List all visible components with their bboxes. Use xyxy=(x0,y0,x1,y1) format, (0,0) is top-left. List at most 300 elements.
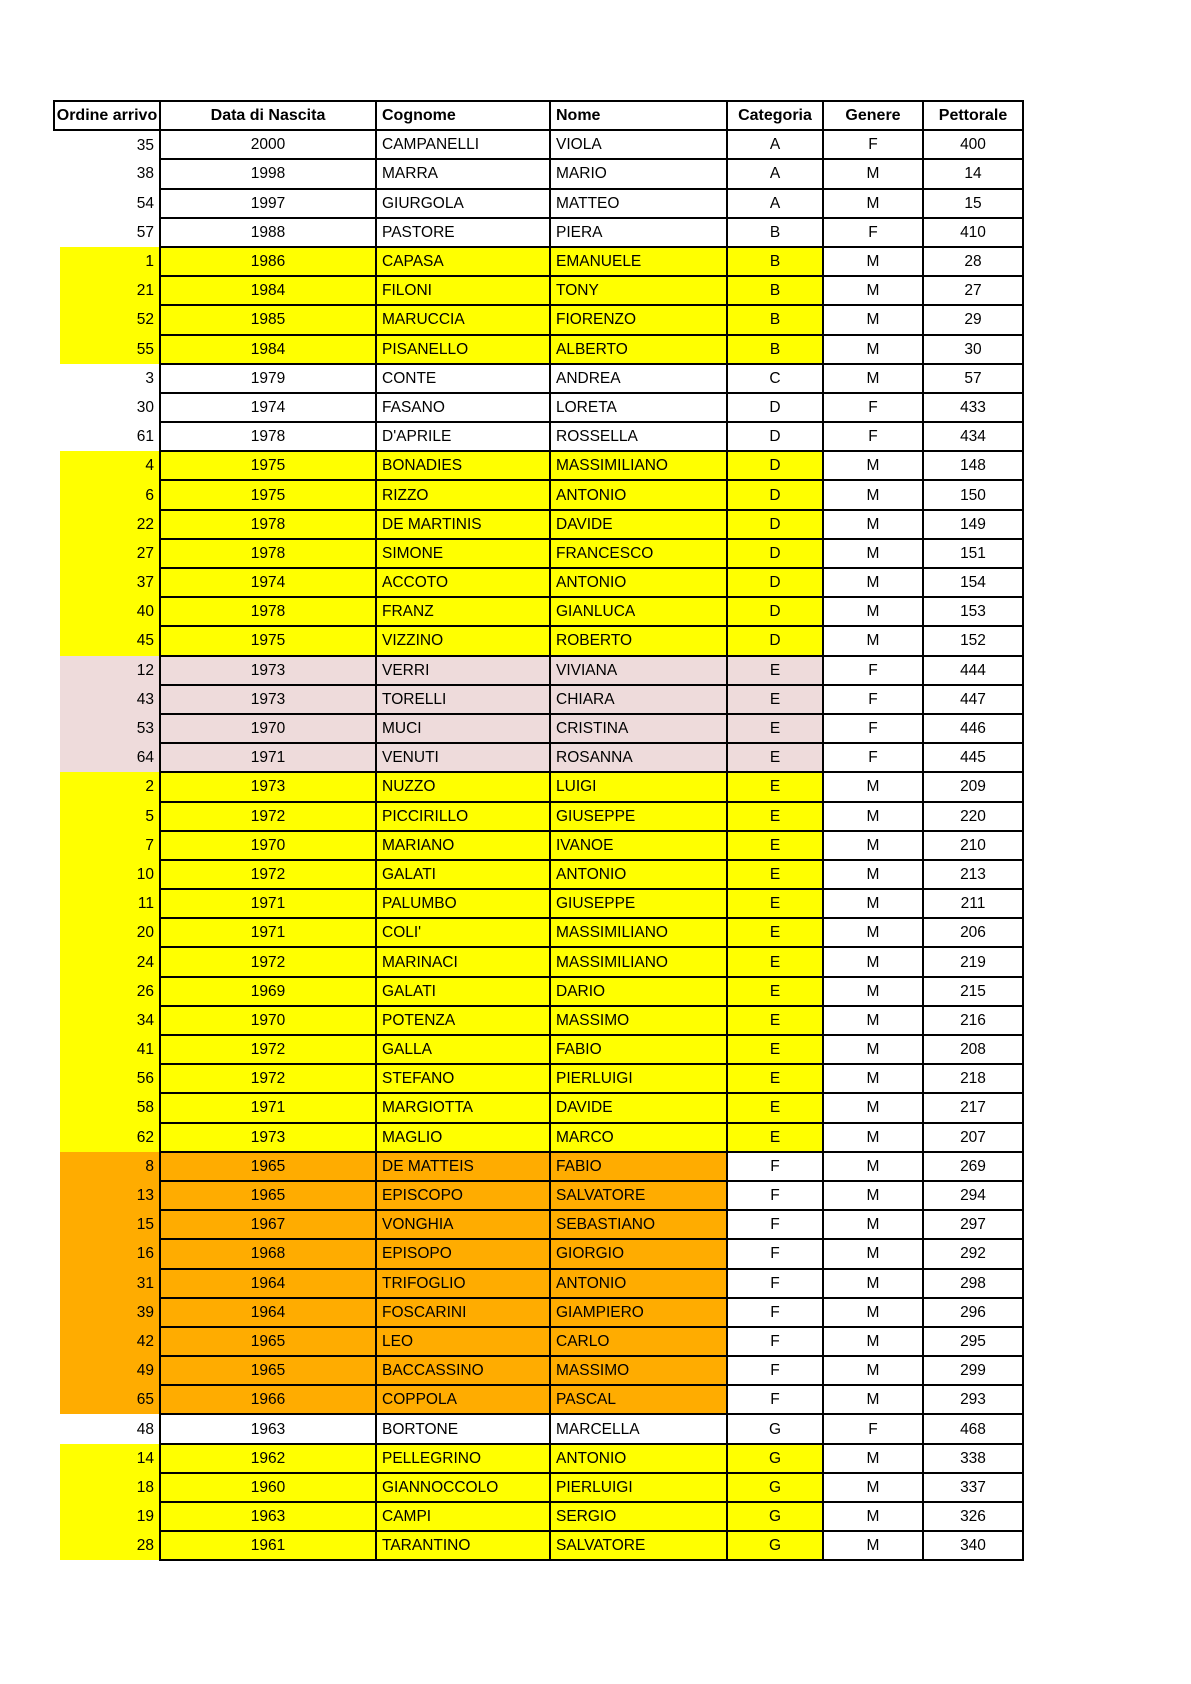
table-row xyxy=(54,1210,1023,1239)
cell-cognome: VONGHIA xyxy=(376,1210,550,1239)
cell-ordine-fill: 52 xyxy=(60,305,159,334)
cell-genere: M xyxy=(823,1006,923,1035)
cell-nascita: 1973 xyxy=(160,1123,376,1152)
cell-categoria: F xyxy=(727,1152,823,1181)
table-row xyxy=(54,743,1023,772)
cell-ordine-fill: 37 xyxy=(60,568,159,597)
cell-pettorale: 338 xyxy=(923,1444,1023,1473)
cell-nome: MATTEO xyxy=(550,189,727,218)
cell-pettorale: 148 xyxy=(923,451,1023,480)
table-row xyxy=(54,422,1023,451)
cell-ordine-fill: 10 xyxy=(60,860,159,889)
cell-genere: M xyxy=(823,1473,923,1502)
table-row xyxy=(54,860,1023,889)
cell-nascita: 1997 xyxy=(160,189,376,218)
cell-categoria: D xyxy=(727,480,823,509)
table-row xyxy=(54,1064,1023,1093)
cell-ordine-fill: 21 xyxy=(60,276,159,305)
table-row xyxy=(54,1006,1023,1035)
cell-cognome: COPPOLA xyxy=(376,1385,550,1414)
cell-ordine-fill: 11 xyxy=(60,889,159,918)
cell-pettorale: 445 xyxy=(923,743,1023,772)
table-row xyxy=(54,685,1023,714)
cell-categoria: G xyxy=(727,1531,823,1560)
cell-categoria: E xyxy=(727,831,823,860)
cell-ordine-fill: 3 xyxy=(145,369,154,387)
cell-ordine xyxy=(54,1181,160,1210)
cell-categoria: E xyxy=(727,1064,823,1093)
cell-cognome: MARIANO xyxy=(376,831,550,860)
table-row xyxy=(54,1093,1023,1122)
cell-pettorale: 151 xyxy=(923,539,1023,568)
cell-ordine xyxy=(54,947,160,976)
cell-ordine xyxy=(54,422,160,451)
cell-genere: M xyxy=(823,1210,923,1239)
cell-ordine-fill: 14 xyxy=(60,1444,159,1473)
cell-nome: GIUSEPPE xyxy=(550,802,727,831)
cell-pettorale: 217 xyxy=(923,1093,1023,1122)
cell-genere: F xyxy=(823,714,923,743)
cell-categoria: E xyxy=(727,714,823,743)
cell-nome: GIAMPIERO xyxy=(550,1298,727,1327)
table-row xyxy=(54,130,1023,159)
table-row xyxy=(54,1356,1023,1385)
cell-ordine-fill: 19 xyxy=(60,1502,159,1531)
cell-categoria: F xyxy=(727,1210,823,1239)
cell-categoria: G xyxy=(727,1414,823,1443)
cell-cognome: NUZZO xyxy=(376,772,550,801)
cell-pettorale: 446 xyxy=(923,714,1023,743)
cell-ordine xyxy=(54,1531,160,1560)
cell-pettorale: 154 xyxy=(923,568,1023,597)
cell-nome: SALVATORE xyxy=(550,1531,727,1560)
cell-categoria: D xyxy=(727,393,823,422)
col-header-nascita: Data di Nascita xyxy=(160,101,376,130)
cell-categoria: E xyxy=(727,1035,823,1064)
cell-nascita: 1978 xyxy=(160,539,376,568)
cell-nome: FABIO xyxy=(550,1152,727,1181)
cell-ordine-fill: 22 xyxy=(60,510,159,539)
cell-cognome: TRIFOGLIO xyxy=(376,1269,550,1298)
cell-cognome: PICCIRILLO xyxy=(376,802,550,831)
cell-nome: ANTONIO xyxy=(550,480,727,509)
cell-ordine xyxy=(54,1269,160,1298)
cell-categoria: F xyxy=(727,1239,823,1268)
cell-ordine xyxy=(54,130,160,159)
cell-categoria: A xyxy=(727,130,823,159)
cell-categoria: E xyxy=(727,947,823,976)
cell-ordine xyxy=(54,685,160,714)
cell-nascita: 1974 xyxy=(160,393,376,422)
cell-ordine-fill: 6 xyxy=(60,480,159,509)
cell-genere: M xyxy=(823,276,923,305)
cell-nome: SERGIO xyxy=(550,1502,727,1531)
cell-nome: FIORENZO xyxy=(550,305,727,334)
cell-nascita: 1960 xyxy=(160,1473,376,1502)
cell-nascita: 1963 xyxy=(160,1502,376,1531)
table-row xyxy=(54,831,1023,860)
cell-ordine-fill: 7 xyxy=(60,831,159,860)
table-row xyxy=(54,451,1023,480)
cell-pettorale: 27 xyxy=(923,276,1023,305)
cell-cognome: TORELLI xyxy=(376,685,550,714)
cell-ordine-fill: 57 xyxy=(136,223,154,241)
table-row xyxy=(54,1414,1023,1443)
cell-genere: M xyxy=(823,159,923,188)
cell-ordine-fill: 43 xyxy=(60,685,159,714)
cell-cognome: GALATI xyxy=(376,977,550,1006)
cell-ordine-fill: 45 xyxy=(60,626,159,655)
cell-nome: VIVIANA xyxy=(550,656,727,685)
cell-cognome: PISANELLO xyxy=(376,335,550,364)
cell-nascita: 1972 xyxy=(160,947,376,976)
cell-categoria: E xyxy=(727,889,823,918)
cell-ordine xyxy=(54,802,160,831)
cell-genere: M xyxy=(823,597,923,626)
cell-ordine-fill: 16 xyxy=(60,1239,159,1268)
cell-cognome: CAMPI xyxy=(376,1502,550,1531)
table-row xyxy=(54,1444,1023,1473)
cell-nascita: 1967 xyxy=(160,1210,376,1239)
cell-genere: M xyxy=(823,831,923,860)
table-row xyxy=(54,305,1023,334)
cell-pettorale: 433 xyxy=(923,393,1023,422)
table-row xyxy=(54,1327,1023,1356)
cell-categoria: E xyxy=(727,743,823,772)
cell-genere: M xyxy=(823,1269,923,1298)
cell-ordine xyxy=(54,364,160,393)
cell-pettorale: 326 xyxy=(923,1502,1023,1531)
cell-genere: M xyxy=(823,1298,923,1327)
race-results-sheet xyxy=(53,100,1024,1561)
cell-cognome: CAPASA xyxy=(376,247,550,276)
table-row xyxy=(54,276,1023,305)
cell-nome: PIERLUIGI xyxy=(550,1473,727,1502)
cell-nascita: 1968 xyxy=(160,1239,376,1268)
cell-genere: F xyxy=(823,422,923,451)
cell-ordine-fill: 18 xyxy=(60,1473,159,1502)
cell-nome: PASCAL xyxy=(550,1385,727,1414)
table-row xyxy=(54,159,1023,188)
cell-nascita: 1973 xyxy=(160,685,376,714)
cell-pettorale: 213 xyxy=(923,860,1023,889)
cell-categoria: D xyxy=(727,422,823,451)
cell-ordine xyxy=(54,247,160,276)
cell-pettorale: 14 xyxy=(923,159,1023,188)
cell-cognome: MARGIOTTA xyxy=(376,1093,550,1122)
cell-pettorale: 150 xyxy=(923,480,1023,509)
cell-pettorale: 400 xyxy=(923,130,1023,159)
cell-cognome: ACCOTO xyxy=(376,568,550,597)
table-row xyxy=(54,802,1023,831)
cell-pettorale: 149 xyxy=(923,510,1023,539)
cell-nome: VIOLA xyxy=(550,130,727,159)
cell-nascita: 1970 xyxy=(160,714,376,743)
cell-nascita: 1965 xyxy=(160,1181,376,1210)
table-row xyxy=(54,772,1023,801)
cell-nome: ANTONIO xyxy=(550,568,727,597)
cell-cognome: MARRA xyxy=(376,159,550,188)
cell-nome: GIORGIO xyxy=(550,1239,727,1268)
cell-nascita: 1984 xyxy=(160,335,376,364)
cell-nome: MASSIMILIANO xyxy=(550,918,727,947)
header-row xyxy=(54,101,1023,130)
cell-cognome: PASTORE xyxy=(376,218,550,247)
cell-categoria: C xyxy=(727,364,823,393)
cell-nascita: 1978 xyxy=(160,510,376,539)
cell-cognome: COLI' xyxy=(376,918,550,947)
cell-categoria: A xyxy=(727,159,823,188)
cell-cognome: CONTE xyxy=(376,364,550,393)
cell-nome: MASSIMO xyxy=(550,1356,727,1385)
cell-nascita: 1971 xyxy=(160,889,376,918)
cell-ordine-fill: 55 xyxy=(60,335,159,364)
table-row xyxy=(54,918,1023,947)
cell-ordine-fill: 41 xyxy=(60,1035,159,1064)
cell-categoria: D xyxy=(727,626,823,655)
cell-nome: MASSIMILIANO xyxy=(550,947,727,976)
cell-ordine-fill: 62 xyxy=(60,1123,159,1152)
cell-nascita: 1971 xyxy=(160,918,376,947)
cell-nascita: 1973 xyxy=(160,656,376,685)
cell-cognome: VENUTI xyxy=(376,743,550,772)
cell-cognome: SIMONE xyxy=(376,539,550,568)
cell-cognome: VERRI xyxy=(376,656,550,685)
cell-nascita: 1985 xyxy=(160,305,376,334)
cell-ordine xyxy=(54,189,160,218)
cell-genere: M xyxy=(823,305,923,334)
cell-cognome: FRANZ xyxy=(376,597,550,626)
cell-ordine-fill: 20 xyxy=(60,918,159,947)
table-body xyxy=(54,130,1023,1560)
cell-cognome: MAGLIO xyxy=(376,1123,550,1152)
cell-genere: M xyxy=(823,510,923,539)
cell-genere: M xyxy=(823,1502,923,1531)
table-row xyxy=(54,714,1023,743)
table-row xyxy=(54,1123,1023,1152)
col-header-nome: Nome xyxy=(550,101,727,130)
cell-nome: LORETA xyxy=(550,393,727,422)
table-row xyxy=(54,335,1023,364)
cell-cognome: GALATI xyxy=(376,860,550,889)
cell-ordine-fill: 28 xyxy=(60,1531,159,1560)
cell-nome: MARIO xyxy=(550,159,727,188)
cell-ordine xyxy=(54,1035,160,1064)
cell-cognome: STEFANO xyxy=(376,1064,550,1093)
cell-pettorale: 218 xyxy=(923,1064,1023,1093)
table-row xyxy=(54,1035,1023,1064)
cell-pettorale: 297 xyxy=(923,1210,1023,1239)
cell-ordine-fill: 58 xyxy=(60,1093,159,1122)
cell-cognome: PALUMBO xyxy=(376,889,550,918)
cell-nome: ANDREA xyxy=(550,364,727,393)
cell-ordine-fill: 42 xyxy=(60,1327,159,1356)
cell-nascita: 1963 xyxy=(160,1414,376,1443)
cell-categoria: F xyxy=(727,1298,823,1327)
cell-ordine xyxy=(54,335,160,364)
cell-categoria: D xyxy=(727,597,823,626)
cell-nome: ANTONIO xyxy=(550,1444,727,1473)
cell-ordine-fill: 1 xyxy=(60,247,159,276)
table-row xyxy=(54,1473,1023,1502)
cell-ordine xyxy=(54,510,160,539)
cell-nome: ROBERTO xyxy=(550,626,727,655)
cell-pettorale: 269 xyxy=(923,1152,1023,1181)
cell-ordine xyxy=(54,889,160,918)
cell-cognome: LEO xyxy=(376,1327,550,1356)
cell-pettorale: 292 xyxy=(923,1239,1023,1268)
cell-categoria: B xyxy=(727,305,823,334)
cell-genere: F xyxy=(823,393,923,422)
cell-ordine-fill: 15 xyxy=(60,1210,159,1239)
cell-cognome: GALLA xyxy=(376,1035,550,1064)
cell-categoria: E xyxy=(727,1006,823,1035)
cell-ordine xyxy=(54,772,160,801)
cell-nascita: 1988 xyxy=(160,218,376,247)
cell-cognome: FILONI xyxy=(376,276,550,305)
cell-genere: M xyxy=(823,539,923,568)
table-row xyxy=(54,1269,1023,1298)
cell-nome: ROSANNA xyxy=(550,743,727,772)
cell-ordine-fill: 65 xyxy=(60,1385,159,1414)
cell-nome: FRANCESCO xyxy=(550,539,727,568)
cell-genere: M xyxy=(823,918,923,947)
cell-categoria: E xyxy=(727,656,823,685)
table-row xyxy=(54,597,1023,626)
cell-genere: F xyxy=(823,1414,923,1443)
cell-ordine-fill: 5 xyxy=(60,802,159,831)
cell-categoria: D xyxy=(727,510,823,539)
cell-nome: ANTONIO xyxy=(550,1269,727,1298)
cell-categoria: F xyxy=(727,1269,823,1298)
cell-categoria: E xyxy=(727,1123,823,1152)
table-row xyxy=(54,480,1023,509)
cell-nascita: 1972 xyxy=(160,1035,376,1064)
cell-nascita: 1974 xyxy=(160,568,376,597)
cell-genere: M xyxy=(823,1064,923,1093)
cell-nome: CHIARA xyxy=(550,685,727,714)
cell-nascita: 1970 xyxy=(160,831,376,860)
cell-categoria: B xyxy=(727,247,823,276)
col-header-pettorale: Pettorale xyxy=(923,101,1023,130)
cell-ordine-fill: 30 xyxy=(136,398,154,416)
cell-pettorale: 294 xyxy=(923,1181,1023,1210)
cell-genere: M xyxy=(823,1444,923,1473)
cell-nome: ALBERTO xyxy=(550,335,727,364)
cell-ordine-fill: 61 xyxy=(136,428,154,446)
cell-pettorale: 215 xyxy=(923,977,1023,1006)
cell-pettorale: 207 xyxy=(923,1123,1023,1152)
cell-cognome: BORTONE xyxy=(376,1414,550,1443)
cell-nome: CARLO xyxy=(550,1327,727,1356)
cell-ordine xyxy=(54,539,160,568)
cell-ordine-fill: 56 xyxy=(60,1064,159,1093)
cell-nome: MARCELLA xyxy=(550,1414,727,1443)
cell-genere: M xyxy=(823,480,923,509)
cell-nascita: 1978 xyxy=(160,422,376,451)
cell-genere: M xyxy=(823,802,923,831)
cell-nascita: 1972 xyxy=(160,802,376,831)
cell-nascita: 1975 xyxy=(160,451,376,480)
cell-nome: IVANOE xyxy=(550,831,727,860)
cell-genere: M xyxy=(823,1181,923,1210)
cell-genere: M xyxy=(823,1531,923,1560)
cell-categoria: F xyxy=(727,1385,823,1414)
cell-ordine xyxy=(54,159,160,188)
cell-nome: ANTONIO xyxy=(550,860,727,889)
table-row xyxy=(54,656,1023,685)
cell-ordine xyxy=(54,597,160,626)
cell-ordine xyxy=(54,568,160,597)
cell-nascita: 1971 xyxy=(160,743,376,772)
cell-cognome: MUCI xyxy=(376,714,550,743)
cell-ordine xyxy=(54,1239,160,1268)
table-row xyxy=(54,218,1023,247)
cell-nome: MARCO xyxy=(550,1123,727,1152)
cell-ordine-fill: 2 xyxy=(60,772,159,801)
cell-categoria: B xyxy=(727,218,823,247)
cell-ordine xyxy=(54,218,160,247)
cell-ordine xyxy=(54,860,160,889)
cell-nascita: 1970 xyxy=(160,1006,376,1035)
cell-nome: DARIO xyxy=(550,977,727,1006)
cell-cognome: EPISOPO xyxy=(376,1239,550,1268)
cell-genere: M xyxy=(823,977,923,1006)
cell-ordine xyxy=(54,1006,160,1035)
cell-pettorale: 208 xyxy=(923,1035,1023,1064)
cell-nascita: 1966 xyxy=(160,1385,376,1414)
cell-ordine xyxy=(54,1093,160,1122)
cell-pettorale: 28 xyxy=(923,247,1023,276)
cell-ordine-fill: 40 xyxy=(60,597,159,626)
cell-pettorale: 219 xyxy=(923,947,1023,976)
cell-nascita: 1969 xyxy=(160,977,376,1006)
cell-pettorale: 340 xyxy=(923,1531,1023,1560)
cell-ordine xyxy=(54,480,160,509)
table-row xyxy=(54,510,1023,539)
cell-nascita: 1973 xyxy=(160,772,376,801)
cell-nascita: 1978 xyxy=(160,597,376,626)
cell-ordine xyxy=(54,393,160,422)
cell-categoria: A xyxy=(727,189,823,218)
cell-nascita: 1984 xyxy=(160,276,376,305)
cell-genere: F xyxy=(823,743,923,772)
cell-pettorale: 153 xyxy=(923,597,1023,626)
cell-nascita: 1971 xyxy=(160,1093,376,1122)
cell-pettorale: 211 xyxy=(923,889,1023,918)
cell-genere: M xyxy=(823,189,923,218)
cell-ordine-fill: 12 xyxy=(60,656,159,685)
col-header-categoria: Categoria xyxy=(727,101,823,130)
table-row xyxy=(54,1298,1023,1327)
table-row xyxy=(54,977,1023,1006)
cell-nome: CRISTINA xyxy=(550,714,727,743)
cell-nome: FABIO xyxy=(550,1035,727,1064)
cell-cognome: RIZZO xyxy=(376,480,550,509)
cell-categoria: B xyxy=(727,276,823,305)
cell-nome: LUIGI xyxy=(550,772,727,801)
cell-ordine xyxy=(54,918,160,947)
cell-genere: M xyxy=(823,1356,923,1385)
cell-ordine-fill: 26 xyxy=(60,977,159,1006)
cell-pettorale: 206 xyxy=(923,918,1023,947)
cell-nome: GIUSEPPE xyxy=(550,889,727,918)
cell-nascita: 1961 xyxy=(160,1531,376,1560)
cell-cognome: FOSCARINI xyxy=(376,1298,550,1327)
cell-ordine-fill: 8 xyxy=(60,1152,159,1181)
cell-categoria: E xyxy=(727,772,823,801)
col-header-cognome: Cognome xyxy=(376,101,550,130)
